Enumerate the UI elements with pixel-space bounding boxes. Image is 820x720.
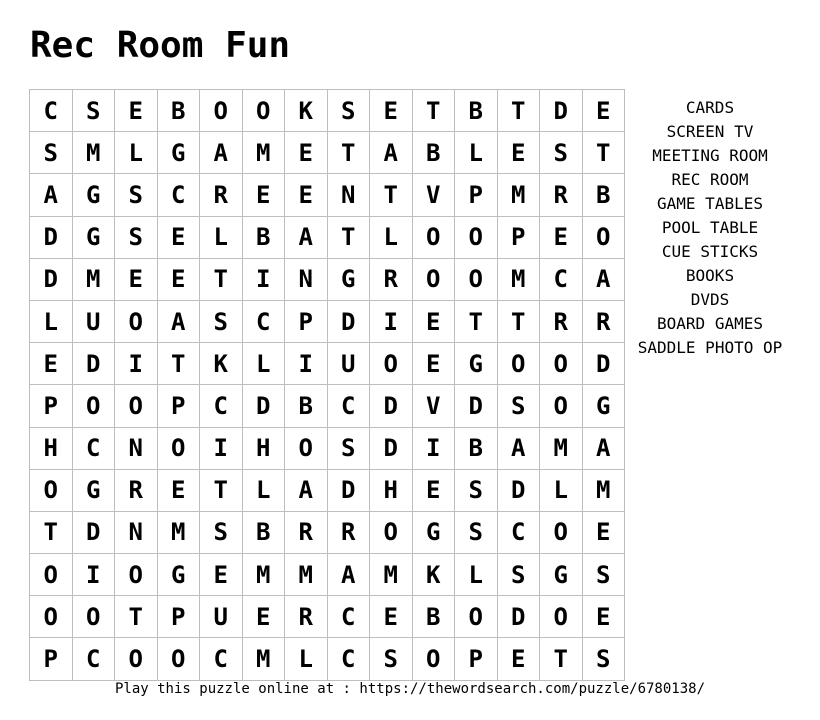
grid-cell[interactable]: V — [412, 385, 455, 427]
grid-cell[interactable]: E — [285, 174, 328, 216]
word-list-item: DVDS — [690, 290, 730, 309]
grid-row — [30, 427, 625, 469]
word-list-item: GAME TABLES — [657, 194, 763, 213]
grid-cell[interactable]: L — [540, 469, 583, 511]
grid-cell[interactable]: S — [540, 132, 583, 174]
grid-cell[interactable]: L — [455, 554, 498, 596]
grid-cell[interactable]: L — [200, 216, 243, 258]
grid-cell[interactable]: R — [285, 596, 328, 638]
grid-cell[interactable]: T — [540, 638, 583, 680]
grid-cell[interactable]: T — [30, 511, 73, 553]
grid-cell[interactable]: L — [30, 300, 73, 342]
grid-cell[interactable]: H — [370, 469, 413, 511]
grid-cell[interactable]: B — [412, 132, 455, 174]
grid-cell[interactable]: M — [285, 554, 328, 596]
grid-cell[interactable]: O — [497, 343, 540, 385]
grid-cell[interactable]: T — [157, 343, 200, 385]
grid-cell[interactable]: R — [370, 258, 413, 300]
grid-cell[interactable]: S — [115, 174, 158, 216]
grid-cell[interactable]: B — [455, 427, 498, 469]
grid-cell[interactable]: O — [455, 216, 498, 258]
grid-cell[interactable]: M — [242, 132, 285, 174]
grid-cell[interactable]: E — [582, 90, 625, 132]
grid-cell[interactable]: A — [582, 258, 625, 300]
grid-cell[interactable]: B — [285, 385, 328, 427]
grid-cell[interactable]: D — [242, 385, 285, 427]
grid-cell[interactable]: O — [540, 596, 583, 638]
grid-row — [30, 300, 625, 342]
grid-cell[interactable]: I — [200, 427, 243, 469]
grid-cell[interactable]: P — [157, 596, 200, 638]
grid-cell[interactable]: C — [327, 638, 370, 680]
grid-cell[interactable]: E — [412, 469, 455, 511]
grid-cell[interactable]: S — [497, 554, 540, 596]
grid-cell[interactable]: S — [200, 511, 243, 553]
grid-cell[interactable]: P — [455, 638, 498, 680]
word-list — [620, 96, 800, 360]
grid-cell[interactable]: G — [327, 258, 370, 300]
grid-cell[interactable]: S — [72, 90, 115, 132]
grid-cell[interactable]: G — [72, 469, 115, 511]
puzzle-title: Rec Room Fun — [30, 25, 291, 66]
grid-cell[interactable]: G — [72, 216, 115, 258]
grid-cell[interactable]: O — [412, 216, 455, 258]
grid-cell[interactable]: O — [540, 343, 583, 385]
grid-cell[interactable]: O — [72, 596, 115, 638]
grid-cell[interactable]: O — [540, 385, 583, 427]
grid-cell[interactable]: E — [412, 300, 455, 342]
grid-cell[interactable]: M — [72, 258, 115, 300]
grid-cell[interactable]: A — [327, 554, 370, 596]
grid-cell[interactable]: N — [115, 427, 158, 469]
grid-cell[interactable]: O — [540, 511, 583, 553]
grid-cell[interactable]: L — [242, 343, 285, 385]
grid-cell[interactable]: S — [327, 427, 370, 469]
grid-cell[interactable]: A — [497, 427, 540, 469]
grid-cell[interactable]: G — [157, 554, 200, 596]
grid-cell[interactable]: G — [157, 132, 200, 174]
word-list-item: SCREEN TV — [666, 122, 754, 141]
grid-cell[interactable]: C — [30, 90, 73, 132]
grid-cell[interactable]: O — [370, 511, 413, 553]
grid-cell[interactable]: A — [285, 469, 328, 511]
grid-cell[interactable]: C — [200, 385, 243, 427]
grid-cell[interactable]: N — [115, 511, 158, 553]
grid-cell[interactable]: L — [242, 469, 285, 511]
grid-cell[interactable]: T — [497, 90, 540, 132]
grid-cell[interactable]: E — [157, 216, 200, 258]
grid-cell[interactable]: O — [455, 258, 498, 300]
grid-cell[interactable]: T — [370, 174, 413, 216]
grid-cell[interactable]: E — [497, 132, 540, 174]
grid-cell[interactable]: K — [412, 554, 455, 596]
grid-cell[interactable]: A — [30, 174, 73, 216]
grid-cell[interactable]: D — [30, 216, 73, 258]
grid-cell[interactable]: R — [582, 300, 625, 342]
grid-cell[interactable]: A — [285, 216, 328, 258]
grid-cell[interactable]: O — [30, 469, 73, 511]
grid-cell[interactable]: D — [72, 343, 115, 385]
grid-cell[interactable]: P — [30, 385, 73, 427]
grid-cell[interactable]: E — [285, 132, 328, 174]
grid-cell[interactable]: P — [285, 300, 328, 342]
grid-cell[interactable]: R — [327, 511, 370, 553]
grid-cell[interactable]: I — [242, 258, 285, 300]
grid-cell[interactable]: M — [242, 638, 285, 680]
grid-cell[interactable]: T — [115, 596, 158, 638]
grid-cell[interactable]: O — [200, 90, 243, 132]
grid-row — [30, 596, 625, 638]
grid-cell[interactable]: S — [582, 554, 625, 596]
grid-cell[interactable]: H — [30, 427, 73, 469]
grid-cell[interactable]: S — [582, 638, 625, 680]
grid-cell[interactable]: B — [242, 216, 285, 258]
grid-cell[interactable]: B — [455, 90, 498, 132]
grid-cell[interactable]: S — [115, 216, 158, 258]
grid-cell[interactable]: O — [242, 90, 285, 132]
grid-cell[interactable]: P — [157, 385, 200, 427]
grid-cell[interactable]: S — [497, 385, 540, 427]
grid-cell[interactable]: P — [30, 638, 73, 680]
grid-cell[interactable]: I — [285, 343, 328, 385]
grid-cell[interactable]: M — [157, 511, 200, 553]
grid-cell[interactable]: L — [115, 132, 158, 174]
grid-cell[interactable]: O — [72, 385, 115, 427]
grid-cell[interactable]: T — [582, 132, 625, 174]
grid-cell[interactable]: R — [285, 511, 328, 553]
word-list-item: MEETING ROOM — [652, 146, 768, 165]
grid-cell[interactable]: V — [412, 174, 455, 216]
grid-cell[interactable]: H — [242, 427, 285, 469]
grid-cell[interactable]: M — [540, 427, 583, 469]
grid-cell[interactable]: T — [200, 258, 243, 300]
word-list-item: REC ROOM — [671, 170, 749, 189]
grid-cell[interactable]: O — [115, 554, 158, 596]
word-list-item: BOARD GAMES — [657, 314, 763, 333]
grid-cell[interactable]: T — [455, 300, 498, 342]
grid-row — [30, 638, 625, 680]
grid-cell[interactable]: S — [327, 90, 370, 132]
grid-cell[interactable]: D — [72, 511, 115, 553]
grid-row — [30, 90, 625, 132]
grid-cell[interactable]: C — [72, 427, 115, 469]
grid-cell[interactable]: E — [497, 638, 540, 680]
grid-cell[interactable]: G — [412, 511, 455, 553]
grid-cell[interactable]: O — [157, 638, 200, 680]
grid-cell[interactable]: I — [72, 554, 115, 596]
grid-cell[interactable]: G — [455, 343, 498, 385]
word-list-item: CUE STICKS — [661, 242, 759, 261]
grid-row — [30, 258, 625, 300]
grid-row — [30, 216, 625, 258]
puzzle-link[interactable]: https://thewordsearch.com/puzzle/6780138/ — [359, 681, 705, 697]
grid-cell[interactable]: E — [412, 343, 455, 385]
word-list-item: BOOKS — [685, 266, 735, 285]
grid-cell[interactable]: S — [30, 132, 73, 174]
grid-cell[interactable]: C — [157, 174, 200, 216]
grid-cell[interactable]: G — [582, 385, 625, 427]
grid-row — [30, 511, 625, 553]
grid-cell[interactable]: C — [72, 638, 115, 680]
grid-cell[interactable]: K — [200, 343, 243, 385]
grid-cell[interactable]: C — [327, 596, 370, 638]
word-list-item: POOL TABLE — [661, 218, 759, 237]
grid-cell[interactable]: B — [157, 90, 200, 132]
grid-cell[interactable]: O — [582, 216, 625, 258]
grid-cell[interactable]: T — [327, 132, 370, 174]
grid-cell[interactable]: E — [582, 596, 625, 638]
grid-cell[interactable]: U — [72, 300, 115, 342]
grid-cell[interactable]: E — [370, 596, 413, 638]
grid-cell[interactable]: C — [200, 638, 243, 680]
grid-cell[interactable]: D — [30, 258, 73, 300]
grid-cell[interactable]: A — [157, 300, 200, 342]
grid-cell[interactable]: D — [540, 90, 583, 132]
grid-cell[interactable]: B — [582, 174, 625, 216]
grid-cell[interactable]: C — [540, 258, 583, 300]
grid-cell[interactable]: P — [497, 216, 540, 258]
grid-cell[interactable]: O — [30, 554, 73, 596]
grid-cell[interactable]: D — [327, 469, 370, 511]
grid-cell[interactable]: E — [157, 258, 200, 300]
grid-cell[interactable]: T — [200, 469, 243, 511]
grid-cell[interactable]: O — [157, 427, 200, 469]
grid-cell[interactable]: C — [497, 511, 540, 553]
grid-cell[interactable]: O — [412, 638, 455, 680]
grid-cell[interactable]: M — [370, 554, 413, 596]
word-list-item: CARDS — [685, 98, 735, 117]
grid-cell[interactable]: S — [370, 638, 413, 680]
grid-cell[interactable]: M — [242, 554, 285, 596]
grid-cell[interactable]: M — [582, 469, 625, 511]
grid-cell[interactable]: T — [497, 300, 540, 342]
grid-cell[interactable]: U — [327, 343, 370, 385]
letter-grid — [29, 89, 625, 681]
grid-cell[interactable]: T — [327, 216, 370, 258]
grid-cell[interactable]: E — [370, 90, 413, 132]
grid-cell[interactable]: P — [455, 174, 498, 216]
grid-cell[interactable]: K — [285, 90, 328, 132]
grid-cell[interactable]: U — [200, 596, 243, 638]
grid-cell[interactable]: E — [582, 511, 625, 553]
grid-cell[interactable]: L — [285, 638, 328, 680]
grid-cell[interactable]: O — [455, 596, 498, 638]
grid-cell[interactable]: E — [157, 469, 200, 511]
grid-cell[interactable]: E — [242, 174, 285, 216]
grid-cell[interactable]: B — [242, 511, 285, 553]
footer-text: Play this puzzle online at : — [114, 681, 360, 697]
grid-row — [30, 343, 625, 385]
grid-cell[interactable]: G — [72, 174, 115, 216]
grid-cell[interactable]: D — [455, 385, 498, 427]
grid-cell[interactable]: I — [412, 427, 455, 469]
grid-cell[interactable]: N — [285, 258, 328, 300]
grid-cell[interactable]: S — [455, 511, 498, 553]
grid-cell[interactable]: A — [582, 427, 625, 469]
grid-cell[interactable]: E — [30, 343, 73, 385]
grid-cell[interactable]: T — [412, 90, 455, 132]
grid-cell[interactable]: E — [242, 596, 285, 638]
grid-cell[interactable]: S — [455, 469, 498, 511]
grid-cell[interactable]: B — [412, 596, 455, 638]
grid-cell[interactable]: D — [370, 427, 413, 469]
grid-cell[interactable]: D — [327, 300, 370, 342]
grid-cell[interactable]: O — [285, 427, 328, 469]
grid-cell[interactable]: R — [540, 174, 583, 216]
grid-cell[interactable]: E — [540, 216, 583, 258]
grid-row — [30, 469, 625, 511]
grid-cell[interactable]: A — [200, 132, 243, 174]
grid-cell[interactable]: O — [412, 258, 455, 300]
grid-cell[interactable]: C — [327, 385, 370, 427]
grid-cell[interactable]: R — [115, 469, 158, 511]
grid-cell[interactable]: R — [540, 300, 583, 342]
word-list-item: SADDLE PHOTO OP — [637, 338, 783, 357]
grid-row — [30, 385, 625, 427]
grid-cell[interactable]: D — [370, 385, 413, 427]
grid-cell[interactable]: G — [540, 554, 583, 596]
grid-cell[interactable]: E — [115, 258, 158, 300]
footer — [0, 679, 820, 699]
grid-cell[interactable]: D — [497, 596, 540, 638]
grid-cell[interactable]: D — [497, 469, 540, 511]
grid-row — [30, 174, 625, 216]
grid-cell[interactable]: L — [370, 216, 413, 258]
grid-row — [30, 554, 625, 596]
grid-cell[interactable]: M — [497, 258, 540, 300]
grid-cell[interactable]: D — [582, 343, 625, 385]
grid-cell[interactable]: O — [115, 300, 158, 342]
grid-cell[interactable]: O — [370, 343, 413, 385]
grid-cell[interactable]: S — [200, 300, 243, 342]
grid-cell[interactable]: A — [370, 132, 413, 174]
grid-cell[interactable]: I — [370, 300, 413, 342]
grid-cell[interactable]: M — [497, 174, 540, 216]
grid-cell[interactable]: O — [115, 638, 158, 680]
grid-cell[interactable]: E — [115, 90, 158, 132]
grid-cell[interactable]: E — [200, 554, 243, 596]
grid-cell[interactable]: O — [115, 385, 158, 427]
grid-cell[interactable]: M — [72, 132, 115, 174]
grid-cell[interactable]: R — [200, 174, 243, 216]
grid-cell[interactable]: C — [242, 300, 285, 342]
grid-cell[interactable]: I — [115, 343, 158, 385]
grid-cell[interactable]: N — [327, 174, 370, 216]
grid-cell[interactable]: O — [30, 596, 73, 638]
grid-cell[interactable]: L — [455, 132, 498, 174]
grid-row — [30, 132, 625, 174]
